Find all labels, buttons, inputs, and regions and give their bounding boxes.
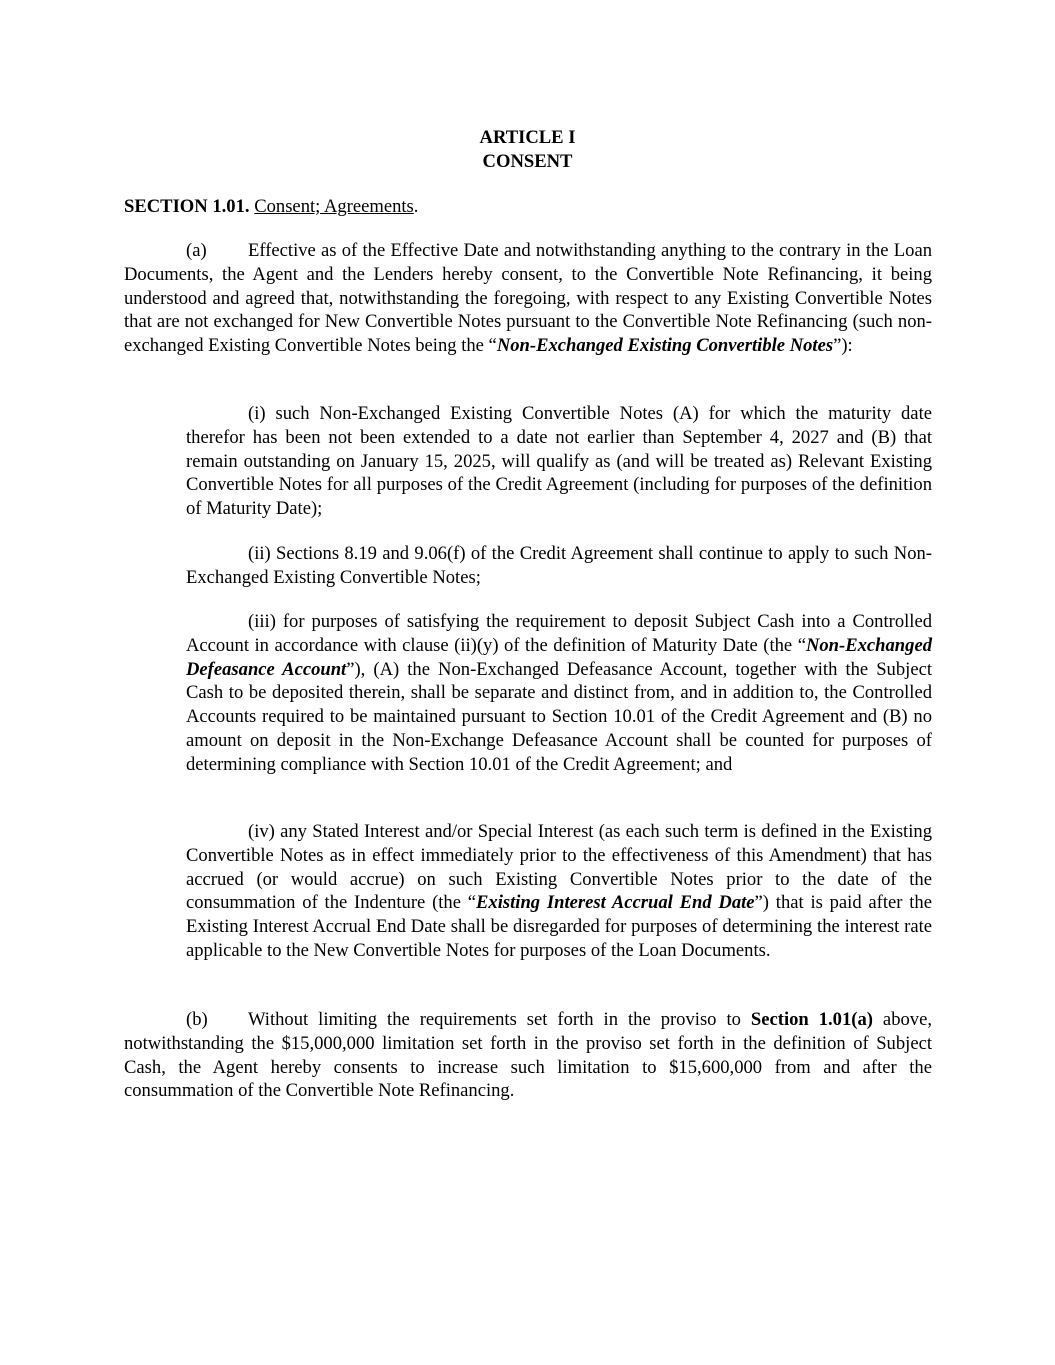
clause-ii bbox=[186, 542, 932, 590]
clause-iii-defined-term: Non-Exchanged Defeasance Account bbox=[186, 634, 932, 680]
clause-iv-label: (iv) bbox=[248, 821, 275, 842]
paragraph-b bbox=[124, 1008, 932, 1103]
clause-ii-label: (ii) bbox=[248, 543, 271, 564]
clause-iv-text: any Stated Interest and/or Special Interest (as each such term is defined in the Existing Convertible Notes as in effect immediately prior to the effectiveness of this Amendment) that has accrued (or would accrue) on such Existing Convertible Notes prior to the date of the consummation of the Indenture (the “ bbox=[186, 821, 932, 914]
clause-iii-text-end: ”), (A) the Non-Exchanged Defeasance Account, together with the Subject Cash to be deposited therein, shall be separate and distinct from, and in addition to, the Controlled Accounts required to be maintained pursuant to Section 10.01 of the Credit Agreement and (B) no amount on deposit in the Non-Exchange Defeasance Account shall be counted for purposes of determining compliance with Section 10.01 of the Credit Agreement; and bbox=[186, 658, 932, 775]
clause-iii-text: for purposes of satisfying the requirement to deposit Subject Cash into a Controlled Account in accordance with clause (ii)(y) of the definition of Maturity Date (the “ bbox=[186, 611, 932, 656]
clause-iv-defined-term: Existing Interest Accrual End Date bbox=[476, 892, 755, 914]
section-title: Consent; Agreements bbox=[254, 196, 414, 217]
paragraph-a-text-end: ”): bbox=[833, 335, 853, 357]
paragraph-b-text: Without limiting the requirements set forth in the proviso to bbox=[248, 1009, 751, 1030]
article-number: ARTICLE I bbox=[479, 127, 576, 148]
paragraph-a-label: (a) bbox=[186, 240, 207, 261]
clause-i-text: such Non-Exchanged Existing Convertible Notes (A) for which the maturity date therefor has been not been extended to a date not earlier than September 4, 2027 and (B) that remain outstanding on January 15, 2025, will qualify as (and will be treated as) Relevant Existing Convertible Notes for all purposes of the Credit Agreement (including for purposes of the definition of Maturity Date); bbox=[186, 403, 932, 520]
section-number: SECTION 1.01. bbox=[124, 196, 250, 217]
clause-iv bbox=[186, 820, 932, 963]
clause-iii-label: (iii) bbox=[248, 611, 276, 632]
paragraph-a bbox=[124, 239, 932, 358]
section-title-period: . bbox=[413, 196, 419, 217]
paragraph-a-text: Effective as of the Effective Date and notwithstanding anything to the contrary in the Loan Documents, the Agent and the Lenders hereby consent, to the Convertible Note Refinancing, it being understood and agreed that, notwithstanding the foregoing, with respect to any Existing Convertible Notes that are not exchanged for New Convertible Notes pursuant to the Convertible Note Refinancing (such non-exchanged Existing Convertible Notes being the “ bbox=[124, 240, 932, 357]
clause-i-label: (i) bbox=[248, 403, 266, 424]
paragraph-b-text-end: above, notwithstanding the $15,000,000 limitation set forth in the proviso set forth in the definition of Subject Cash, the Agent hereby consents to increase such limitation to $15,600,000 from and after the consummation of the Convertible Note Refinancing. bbox=[124, 1009, 932, 1102]
article-title: CONSENT bbox=[482, 151, 573, 172]
paragraph-b-reference: Section 1.01(a) bbox=[750, 1009, 873, 1030]
paragraph-a-defined-term: Non-Exchanged Existing Convertible Notes bbox=[496, 335, 834, 357]
clause-i bbox=[186, 402, 932, 521]
paragraph-b-label: (b) bbox=[186, 1009, 208, 1030]
clause-iv-text-end: ”) that is paid after the Existing Interest Accrual End Date shall be disregarded for purposes of determining the interest rate applicable to the New Convertible Notes for purposes of the Loan Documents. bbox=[186, 892, 932, 961]
clause-iii bbox=[186, 610, 932, 777]
clause-ii-text: Sections 8.19 and 9.06(f) of the Credit Agreement shall continue to apply to such Non-Exchanged Existing Convertible Notes; bbox=[186, 543, 932, 588]
section-heading bbox=[124, 195, 932, 219]
